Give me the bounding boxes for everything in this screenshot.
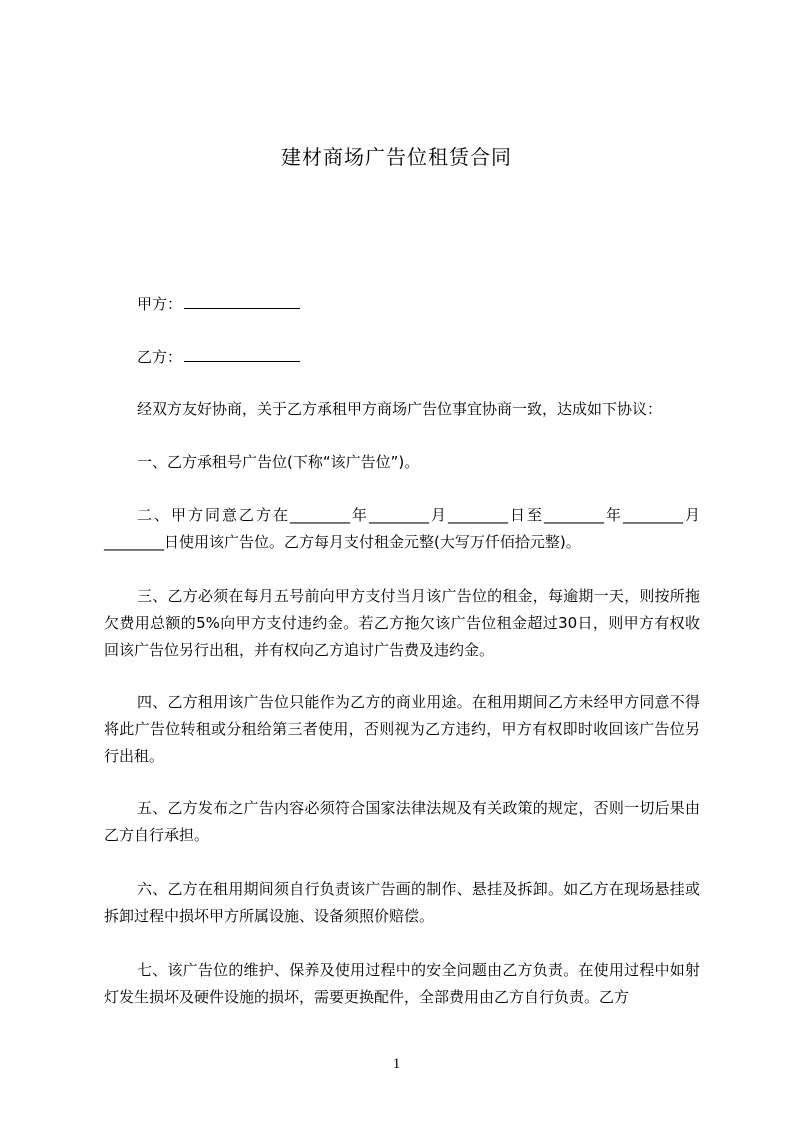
clause-2: 二、甲方同意乙方在________年________月________日至________年________月________日使用该广告位。乙方每月支付租金元整(大写万仟佰拾元整)。 [104, 506, 700, 551]
party-b-blank [184, 345, 300, 362]
document-title: 建材商场广告位租赁合同 [281, 145, 512, 169]
party-b-line [137, 345, 300, 367]
clause-5: 五、乙方发布之广告内容必须符合国家法律法规及有关政策的规定，否则一切后果由乙方自行承担。 [104, 799, 700, 844]
party-b-label: 乙方： [137, 348, 183, 366]
clause-3: 三、乙方必须在每月五号前向甲方支付当月该广告位的租金，每逾期一天，则按所拖欠费用总额的5%向甲方支付违约金。若乙方拖欠该广告位租金超过30日，则甲方有权收回该广告位另行出租，并有权向乙方追讨广告费及违约金。 [104, 587, 700, 659]
clause-1: 一、乙方承租号广告位(下称“该广告位”)。 [137, 453, 420, 471]
intro-paragraph: 经双方友好协商，关于乙方承租甲方商场广告位事宜协商一致，达成如下协议： [137, 400, 663, 418]
party-a-blank [184, 292, 300, 309]
party-a-line [137, 292, 300, 314]
clause-7: 七、该广告位的维护、保养及使用过程中的安全问题由乙方负责。在使用过程中如射灯发生损坏及硬件设施的损坏，需要更换配件，全部费用由乙方自行负责。乙方 [104, 961, 700, 1006]
clause-4: 四、乙方租用该广告位只能作为乙方的商业用途。在租用期间乙方未经甲方同意不得将此广告位转租或分租给第三者使用，否则视为乙方违约，甲方有权即时收回该广告位另行出租。 [104, 693, 700, 765]
page-number: 1 [392, 1056, 401, 1072]
party-a-label: 甲方： [137, 295, 183, 313]
clause-6: 六、乙方在租用期间须自行负责该广告画的制作、悬挂及拆卸。如乙方在现场悬挂或拆卸过程中损坏甲方所属设施、设备须照价赔偿。 [104, 880, 700, 925]
